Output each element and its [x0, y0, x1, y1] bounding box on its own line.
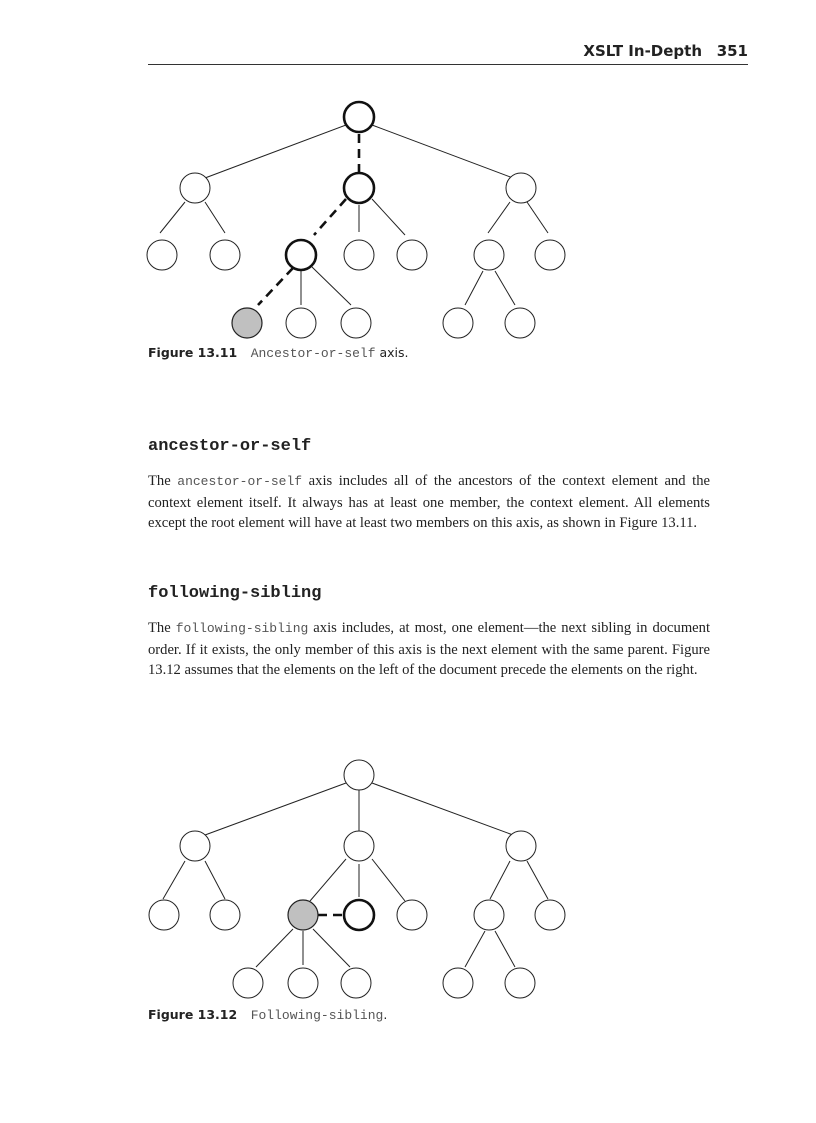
tree-edge — [163, 861, 185, 899]
tree-edge — [465, 931, 485, 967]
paragraph-text: The — [148, 620, 176, 636]
figure-13-12-caption-text: . — [383, 1007, 388, 1022]
tree-node — [210, 900, 240, 930]
paragraph-text: axis includes, at most, one element—the next sibling in document order. If it exists, the only member of this axis is the next element with the same parent. Figure 13.12 assumes that the elements on the left of the document precede the elements on the right. — [148, 620, 711, 678]
tree-node — [397, 900, 427, 930]
paragraph-text: axis includes all of the ancestors of the context element and the context element itself. It always has at least one member, the context element. All elements except the root element will have at least two members on this axis, as shown in Figure 13.11. — [148, 473, 710, 531]
inline-code: ancestor-or-self — [177, 474, 303, 489]
tree-node — [147, 240, 177, 270]
tree-edge — [313, 929, 350, 967]
tree-edge — [205, 861, 225, 899]
tree-edge — [372, 125, 513, 178]
tree-edge — [488, 202, 510, 233]
ancestor-node — [344, 173, 374, 203]
paragraph-ancestor-or-self — [148, 471, 710, 534]
tree-node — [505, 968, 535, 998]
tree-node — [474, 900, 504, 930]
figure-13-11-caption — [148, 345, 409, 362]
figure-13-12-tree-diagram — [0, 755, 816, 1000]
tree-edge — [256, 929, 293, 967]
ancestor-path-edge — [314, 199, 346, 235]
tree-node — [443, 968, 473, 998]
context-node — [288, 900, 318, 930]
tree-node — [341, 968, 371, 998]
context-node — [232, 308, 262, 338]
tree-node — [180, 831, 210, 861]
tree-edge — [527, 861, 548, 899]
tree-node — [286, 308, 316, 338]
tree-edge — [372, 783, 513, 835]
tree-edge — [465, 271, 483, 305]
tree-node — [210, 240, 240, 270]
running-header-title: XSLT In-Depth — [583, 42, 702, 60]
tree-node — [341, 308, 371, 338]
tree-node — [506, 173, 536, 203]
running-header — [148, 40, 748, 65]
parent-ancestor-node — [286, 240, 316, 270]
figure-13-12-label: Figure 13.12 — [148, 1007, 238, 1022]
tree-node — [443, 308, 473, 338]
paragraph-text: The — [148, 473, 178, 489]
tree-node — [505, 308, 535, 338]
section-heading-following-sibling: following-sibling — [148, 584, 322, 603]
tree-edge — [372, 199, 405, 235]
tree-edge — [495, 931, 515, 967]
figure-13-12-caption-code: Following-sibling — [250, 1008, 384, 1023]
tree-node — [344, 831, 374, 861]
tree-edge — [312, 267, 351, 305]
tree-edge — [495, 271, 515, 305]
figure-13-11-caption-text: axis. — [375, 345, 409, 360]
tree-node — [506, 831, 536, 861]
tree-edge — [205, 783, 346, 835]
tree-node — [288, 968, 318, 998]
figure-13-11-tree-diagram — [0, 95, 816, 345]
tree-node — [233, 968, 263, 998]
page-number: 351 — [716, 42, 748, 60]
tree-edge — [310, 859, 346, 901]
figure-13-11-label: Figure 13.11 — [148, 345, 238, 360]
tree-edge — [372, 859, 405, 901]
section-heading-ancestor-or-self: ancestor-or-self — [148, 437, 312, 456]
following-sibling-node — [344, 900, 374, 930]
root-node-ancestor — [344, 102, 374, 132]
tree-node — [149, 900, 179, 930]
paragraph-following-sibling — [148, 618, 710, 681]
tree-node — [474, 240, 504, 270]
tree-edge — [160, 202, 185, 233]
tree-edge — [490, 861, 510, 899]
figure-13-11-caption-code: Ancestor-or-self — [250, 346, 376, 361]
inline-code: following-sibling — [175, 621, 309, 636]
tree-node — [180, 173, 210, 203]
tree-node — [397, 240, 427, 270]
root-node — [344, 760, 374, 790]
figure-13-12-caption — [148, 1007, 387, 1024]
tree-node — [535, 240, 565, 270]
tree-node — [344, 240, 374, 270]
tree-node — [535, 900, 565, 930]
tree-edge — [205, 202, 225, 233]
ancestor-path-edge — [258, 268, 293, 305]
tree-edge — [205, 125, 346, 178]
tree-edge — [527, 202, 548, 233]
